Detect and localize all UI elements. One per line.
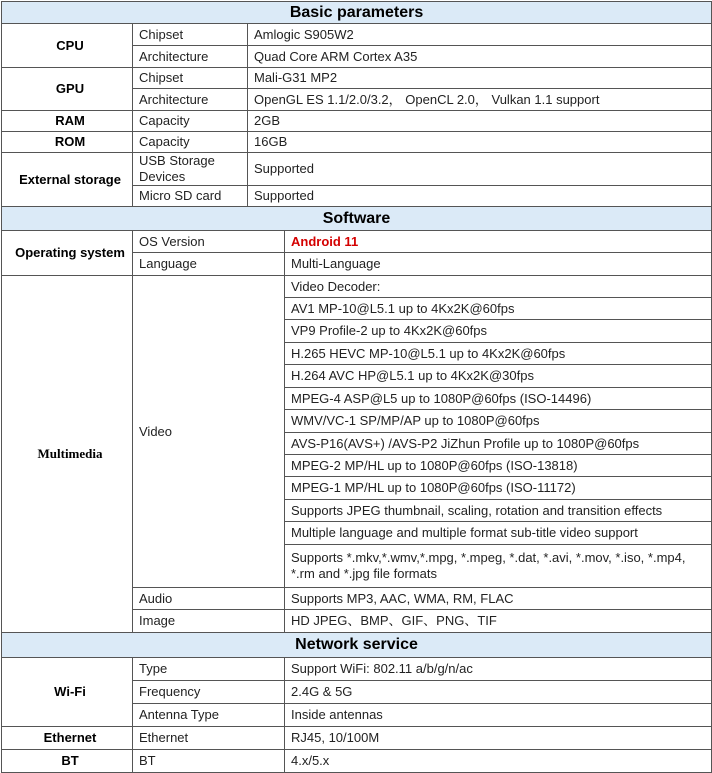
category-external-storage: External storage	[2, 153, 133, 207]
param-key: Frequency	[133, 681, 285, 704]
param-value: 4.x/5.x	[285, 750, 712, 773]
table-row	[2, 24, 712, 46]
table-row	[2, 231, 712, 253]
param-key: Capacity	[133, 111, 248, 132]
table-row	[2, 111, 712, 132]
param-key: BT	[133, 750, 285, 773]
table-row	[2, 658, 712, 681]
section-header-network	[2, 633, 712, 658]
param-key-video: Video	[133, 276, 285, 588]
param-key: Ethernet	[133, 727, 285, 750]
param-key: Capacity	[133, 132, 248, 153]
param-key: Type	[133, 658, 285, 681]
param-value: Supported	[248, 186, 712, 207]
category-multimedia: Multimedia	[2, 276, 133, 633]
video-item: VP9 Profile-2 up to 4Kx2K@60fps	[285, 320, 712, 343]
param-value: Multi-Language	[285, 253, 712, 276]
category-rom: ROM	[2, 132, 133, 153]
param-key: Architecture	[133, 89, 248, 111]
param-key: Language	[133, 253, 285, 276]
param-value: Quad Core ARM Cortex A35	[248, 46, 712, 68]
param-value: HD JPEG、BMP、GIF、PNG、TIF	[285, 610, 712, 633]
param-key: Chipset	[133, 24, 248, 46]
video-item: AVS-P16(AVS+) /AVS-P2 JiZhun Profile up to 1080P@60fps	[285, 433, 712, 455]
param-value: Supported	[248, 153, 712, 186]
param-value: 16GB	[248, 132, 712, 153]
category-ram: RAM	[2, 111, 133, 132]
category-wifi: Wi-Fi	[2, 658, 133, 727]
param-value: Amlogic S905W2	[248, 24, 712, 46]
category-operating-system: Operating system	[2, 231, 133, 276]
table-row	[2, 727, 712, 750]
param-value: Supports MP3, AAC, WMA, RM, FLAC	[285, 588, 712, 610]
video-item: H.265 HEVC MP-10@L5.1 up to 4Kx2K@60fps	[285, 343, 712, 365]
os-version-value: Android 11	[285, 231, 712, 253]
video-item: Multiple language and multiple format sub-title video support	[285, 522, 712, 545]
table-row	[2, 276, 712, 298]
table-row	[2, 750, 712, 773]
param-key: USB Storage Devices	[133, 153, 248, 186]
section-title: Software	[2, 207, 712, 231]
param-value: RJ45, 10/100M	[285, 727, 712, 750]
video-item: Supports *.mkv,*.wmv,*.mpg, *.mpeg, *.dat, *.avi, *.mov, *.iso, *.mp4, *.rm and *.jpg file formats	[285, 545, 712, 588]
section-title: Basic parameters	[2, 2, 712, 24]
category-bt: BT	[2, 750, 133, 773]
table-row	[2, 132, 712, 153]
param-key: Audio	[133, 588, 285, 610]
table-row	[2, 68, 712, 89]
category-gpu: GPU	[2, 68, 133, 111]
param-key: Architecture	[133, 46, 248, 68]
spec-table	[1, 1, 712, 773]
param-value: Support WiFi: 802.11 a/b/g/n/ac	[285, 658, 712, 681]
category-ethernet: Ethernet	[2, 727, 133, 750]
video-item: WMV/VC-1 SP/MP/AP up to 1080P@60fps	[285, 410, 712, 433]
section-title: Network service	[2, 633, 712, 658]
param-key: Image	[133, 610, 285, 633]
section-header-software	[2, 207, 712, 231]
video-item: MPEG-4 ASP@L5 up to 1080P@60fps (ISO-14496)	[285, 388, 712, 410]
param-value: Mali-G31 MP2	[248, 68, 712, 89]
param-key: Chipset	[133, 68, 248, 89]
table-row	[2, 153, 712, 186]
param-key: Antenna Type	[133, 704, 285, 727]
param-value: Inside antennas	[285, 704, 712, 727]
param-key: Micro SD card	[133, 186, 248, 207]
video-item: H.264 AVC HP@L5.1 up to 4Kx2K@30fps	[285, 365, 712, 388]
video-item: MPEG-2 MP/HL up to 1080P@60fps (ISO-13818)	[285, 455, 712, 477]
section-header-basic	[2, 2, 712, 24]
param-value: 2.4G & 5G	[285, 681, 712, 704]
category-cpu: CPU	[2, 24, 133, 68]
param-value: 2GB	[248, 111, 712, 132]
video-item: Video Decoder:	[285, 276, 712, 298]
param-value: OpenGL ES 1.1/2.0/3.2， OpenCL 2.0， Vulkan 1.1 support	[248, 89, 712, 111]
video-item: MPEG-1 MP/HL up to 1080P@60fps (ISO-11172)	[285, 477, 712, 500]
video-item: AV1 MP-10@L5.1 up to 4Kx2K@60fps	[285, 298, 712, 320]
param-key: OS Version	[133, 231, 285, 253]
video-item: Supports JPEG thumbnail, scaling, rotation and transition effects	[285, 500, 712, 522]
